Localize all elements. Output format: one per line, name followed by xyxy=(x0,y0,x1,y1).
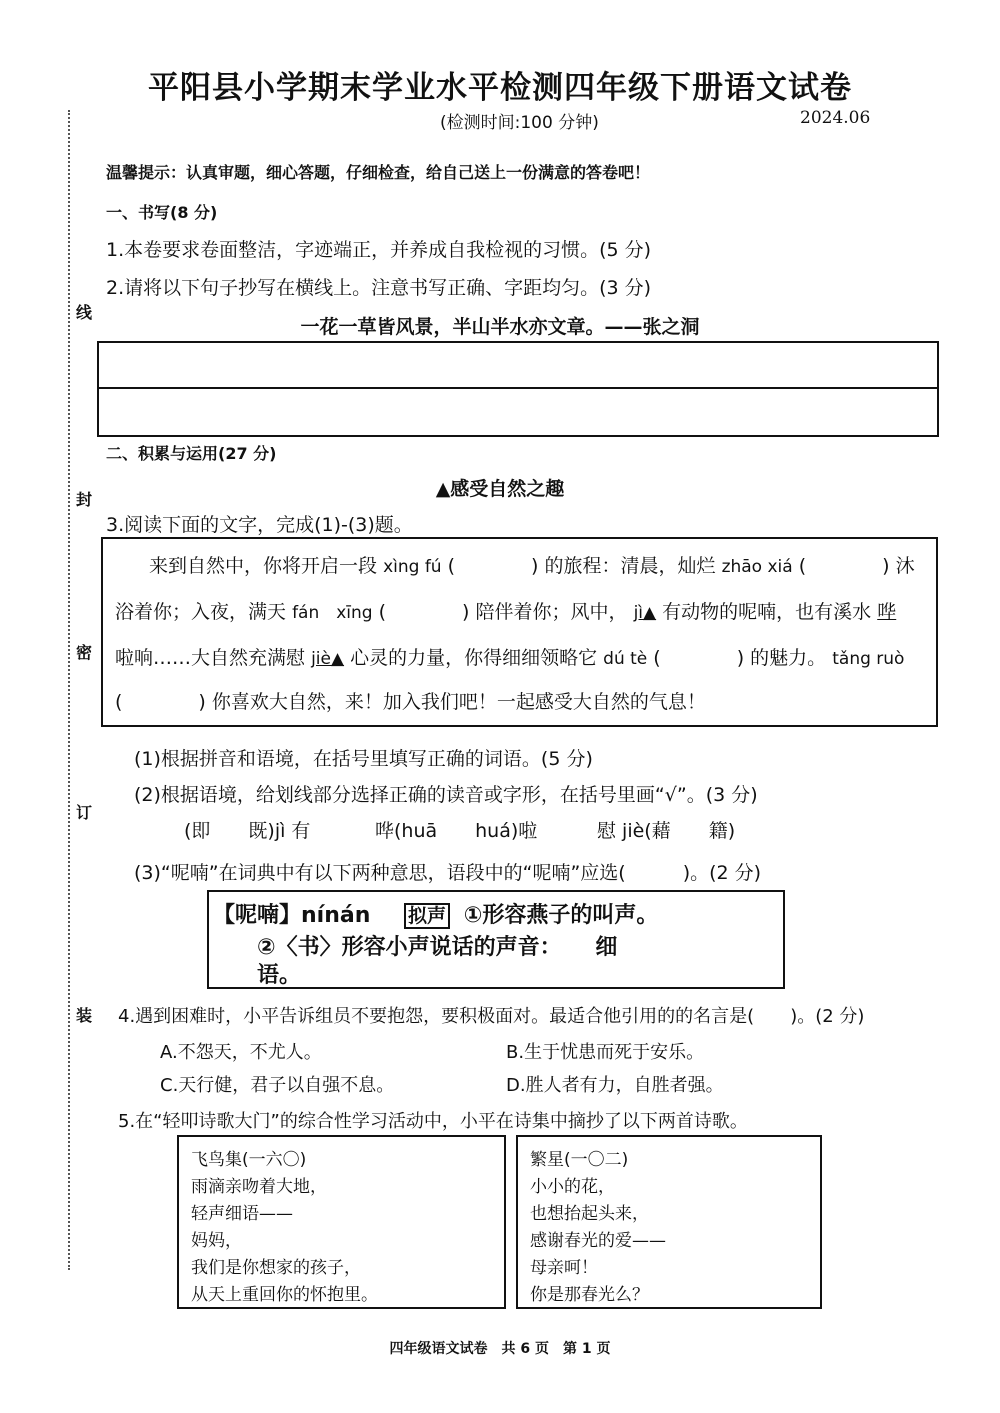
poem-line: 我们是你想家的孩子， xyxy=(191,1258,361,1278)
theme-title: ▲感受自然之趣 xyxy=(435,478,565,500)
poem-line: 母亲呵！ xyxy=(530,1258,598,1278)
choice-a[interactable]: A.不怨天，不尤人。 xyxy=(160,1042,322,1063)
exam-duration: (检测时间:100 分钟) xyxy=(440,113,599,133)
option-choice[interactable]: 慰 jiè(藉 籍) xyxy=(597,820,736,842)
dict-headword: 【呢喃】nínán xyxy=(213,903,371,928)
passage-text: 来到自然中，你将开启一段 xyxy=(149,555,378,577)
question-3: 3.阅读下面的文字，完成(1)-(3)题。 xyxy=(106,514,413,536)
dictionary-entry-box xyxy=(207,890,785,989)
sub-question-2: (2)根据语境，给划线部分选择正确的读音或字形，在括号里画“√”。(3 分) xyxy=(134,784,758,806)
pinyin: fán xīng xyxy=(292,603,373,623)
passage-text: 心灵的力量，你得细细领略它 xyxy=(350,647,598,669)
margin-char: 封 xyxy=(76,490,93,509)
question-5: 5.在“轻叩诗歌大门”的综合性学习活动中，小平在诗集中摘抄了以下两首诗歌。 xyxy=(118,1111,748,1132)
margin-char: 线 xyxy=(76,303,93,322)
option-choice[interactable]: 哗(huā huá)啦 xyxy=(375,820,538,842)
pinyin: xìng fú xyxy=(383,557,442,577)
choice-d[interactable]: D.胜人者有力，自胜者强。 xyxy=(506,1075,724,1096)
passage-text: 有动物的呢喃，也有溪水 xyxy=(662,601,872,623)
poem-title: 繁星(一〇二) xyxy=(530,1150,629,1170)
poem-line: 小小的花， xyxy=(530,1177,615,1197)
answer-blank[interactable]: ( ) xyxy=(798,555,890,577)
margin-char: 装 xyxy=(76,1006,93,1025)
margin-char: 订 xyxy=(76,803,93,822)
poem-title: 飞鸟集(一六〇) xyxy=(191,1150,307,1170)
poem-line: 你是那春光么？ xyxy=(530,1285,649,1305)
writing-line xyxy=(99,387,937,389)
sub-question-1: (1)根据拼音和语境，在括号里填写正确的词语。(5 分) xyxy=(134,748,593,770)
poem-box-2 xyxy=(516,1135,822,1309)
poem-line: 雨滴亲吻着大地， xyxy=(191,1177,327,1197)
poem-line: 也想抬起头来， xyxy=(530,1204,649,1224)
passage-text: 的旅程：清晨，灿烂 xyxy=(544,555,716,577)
passage-text: 沐 xyxy=(895,555,915,577)
answer-blank[interactable]: ( ) xyxy=(653,647,745,669)
poem-line: 妈妈， xyxy=(191,1231,242,1251)
dict-tag: 拟声 xyxy=(404,903,450,929)
passage-text: 你喜欢大自然，来！加入我们吧！一起感受大自然的气息！ xyxy=(211,691,706,713)
pinyin: dú tè xyxy=(603,649,648,669)
page-title: 平阳县小学期末学业水平检测四年级下册语文试卷 xyxy=(148,70,852,106)
binding-margin-line xyxy=(68,110,70,1270)
dict-meaning-2-cont: 语。 xyxy=(257,963,302,988)
exam-date: 2024.06 xyxy=(800,108,871,128)
tip-text: 温馨提示：认真审题，细心答题，仔细检查，给自己送上一份满意的答卷吧！ xyxy=(106,163,651,182)
margin-char: 密 xyxy=(76,643,93,662)
dict-meaning-1: ①形容燕子的叫声。 xyxy=(463,903,659,928)
dict-meaning-2: ②〈书〉形容小声说话的声音： xyxy=(257,935,562,960)
dict-meaning-2-end: 细 xyxy=(595,935,618,960)
underlined-item: jiè▲ xyxy=(311,649,345,669)
poem-line: 感谢春光的爱—— xyxy=(530,1231,666,1251)
pinyin: tǎng ruò xyxy=(832,649,905,669)
question-1: 1.本卷要求卷面整洁，字迹端正，并养成自我检视的习惯。(5 分) xyxy=(106,239,652,261)
poem-box-1 xyxy=(177,1135,506,1309)
answer-blank[interactable]: ( ) xyxy=(378,601,470,623)
answer-blank[interactable]: ( ) xyxy=(115,691,206,713)
underlined-item: jì▲ xyxy=(633,603,657,623)
section-heading: 一、书写(8 分) xyxy=(106,203,218,222)
passage-text: 的魅力。 xyxy=(750,647,827,669)
section-heading: 二、积累与运用(27 分) xyxy=(106,444,277,463)
underlined-item: 哗 xyxy=(877,601,897,623)
pinyin: zhāo xiá xyxy=(721,557,793,577)
option-choice[interactable]: (即 既)jì 有 xyxy=(184,820,311,842)
choice-c[interactable]: C.天行健，君子以自强不息。 xyxy=(160,1075,395,1096)
answer-blank[interactable]: ( ) xyxy=(447,555,539,577)
passage-text: 浴着你；入夜，满天 xyxy=(115,601,287,623)
passage-text: 陪伴着你；风中， xyxy=(475,601,628,623)
question-2: 2.请将以下句子抄写在横线上。注意书写正确、字距均匀。(3 分) xyxy=(106,277,652,299)
writing-box[interactable] xyxy=(97,341,939,437)
passage-text: 啦响……大自然充满慰 xyxy=(115,647,306,669)
copy-quote: 一花一草皆风景，半山半水亦文章。——张之洞 xyxy=(300,316,700,338)
reading-passage-box xyxy=(101,537,938,727)
poem-line: 轻声细语—— xyxy=(191,1204,293,1224)
page-footer: 四年级语文试卷 共 6 页 第 1 页 xyxy=(389,1341,611,1357)
question-4: 4.遇到困难时，小平告诉组员不要抱怨，要积极面对。最适合他引用的的名言是( )。(2 分) xyxy=(118,1006,865,1027)
sub-question-3: (3)“呢喃”在词典中有以下两种意思，语段中的“呢喃”应选( )。(2 分) xyxy=(134,862,762,884)
poem-line: 从天上重回你的怀抱里。 xyxy=(191,1285,378,1305)
choice-b[interactable]: B.生于忧患而死于安乐。 xyxy=(506,1042,705,1063)
